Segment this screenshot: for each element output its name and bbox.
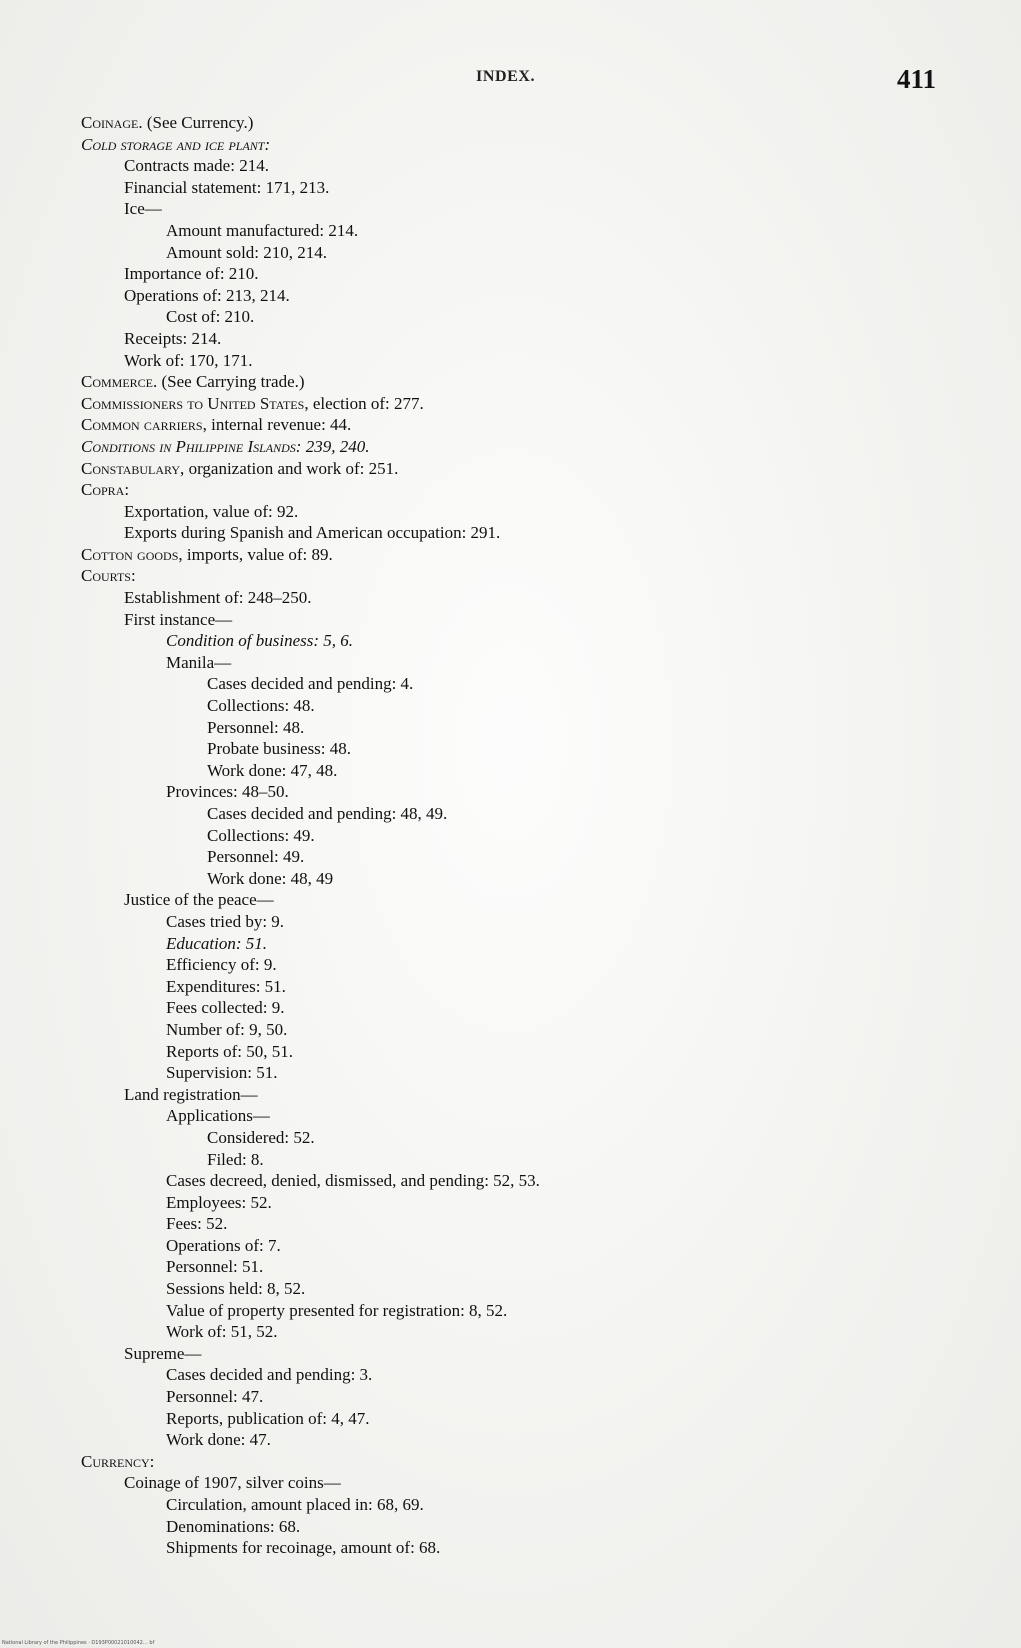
entry-text: Work done: 47, 48.: [207, 760, 338, 780]
index-entry: [0, 458, 1021, 480]
entry-text: Number of: 9, 50.: [166, 1019, 288, 1039]
index-subentry: [0, 846, 1021, 868]
entry-text: Personnel: 47.: [166, 1387, 264, 1407]
index-subentry: [0, 1429, 1021, 1451]
index-subentry: [0, 1278, 1021, 1300]
index-subentry: [0, 1472, 1021, 1494]
index-subentry: [0, 1170, 1021, 1192]
entry-text: Work of: 51, 52.: [166, 1322, 278, 1342]
entry-text: Work of: 170, 171.: [124, 350, 253, 370]
index-subentry: [0, 1192, 1021, 1214]
index-entry: [0, 414, 1021, 436]
index-subentry: [0, 501, 1021, 523]
entry-text: Cases decided and pending: 48, 49.: [207, 804, 448, 823]
entry-head: Courts:: [81, 566, 136, 586]
index-subentry: [0, 630, 1021, 652]
entry-text: Fees: 52.: [166, 1214, 228, 1234]
entry-text: Cases decreed, denied, dismissed, and pending: 52, 53.: [166, 1171, 540, 1191]
entry-text: Operations of: 213, 214.: [124, 285, 290, 305]
index-subentry: [0, 522, 1021, 544]
entry-text: Shipments for recoinage, amount of: 68.: [166, 1538, 441, 1558]
index-subentry: [0, 911, 1021, 933]
index-subentry: [0, 738, 1021, 760]
index-subentry: [0, 695, 1021, 717]
index-subentry: [0, 263, 1021, 285]
index-entry: [0, 393, 1021, 415]
entry-text: 239, 240.: [301, 436, 370, 456]
entry-text: Cases decided and pending: 3.: [166, 1365, 373, 1385]
entry-text: Work done: 47.: [166, 1430, 271, 1450]
entry-text: Provinces: 48–50.: [166, 782, 289, 802]
entry-head: Copra:: [81, 480, 130, 500]
index-subentry: [0, 1084, 1021, 1106]
entry-text: Contracts made: 214.: [124, 156, 269, 176]
index-subentry: [0, 350, 1021, 372]
entry-text: imports, value of: 89.: [182, 544, 333, 564]
index-subentry: [0, 328, 1021, 350]
entry-head: Constabulary,: [81, 458, 185, 478]
entry-text: internal revenue: 44.: [206, 415, 352, 435]
entry-text: Establishment of: 248–250.: [124, 588, 312, 608]
index-entry: [0, 1451, 1021, 1473]
entry-text: Cost of: 210.: [166, 307, 255, 327]
entry-text: Ice—: [124, 199, 162, 219]
index-entries: [0, 112, 1021, 1559]
index-subentry: [0, 1149, 1021, 1171]
entry-text: Education: 51.: [166, 933, 268, 953]
entry-text: Justice of the peace—: [124, 890, 274, 910]
entry-text: Personnel: 48.: [207, 717, 305, 737]
index-subentry: [0, 825, 1021, 847]
index-subentry: [0, 1213, 1021, 1235]
entry-text: Collections: 49.: [207, 825, 315, 845]
entry-text: (See Currency.): [142, 113, 254, 132]
entry-text: Value of property presented for registration: 8, 52.: [166, 1300, 508, 1320]
index-subentry: [0, 976, 1021, 998]
index-entry: [0, 479, 1021, 501]
entry-head: Currency:: [81, 1451, 155, 1471]
entry-text: (See Carrying trade.): [157, 372, 305, 392]
index-subentry: [0, 1364, 1021, 1386]
entry-text: Efficiency of: 9.: [166, 955, 277, 975]
entry-text: Importance of: 210.: [124, 264, 259, 284]
index-subentry: [0, 285, 1021, 307]
index-subentry: [0, 1494, 1021, 1516]
entry-head: Commissioners to United States,: [81, 393, 309, 413]
entry-text: Circulation, amount placed in: 68, 69.: [166, 1495, 424, 1514]
entry-head: Commerce.: [81, 372, 158, 392]
index-subentry: [0, 868, 1021, 890]
index-subentry: [0, 242, 1021, 264]
entry-text: Sessions held: 8, 52.: [166, 1279, 306, 1299]
entry-head: Cotton goods,: [81, 544, 183, 564]
entry-text: Amount sold: 210, 214.: [166, 242, 328, 262]
index-subentry: [0, 933, 1021, 955]
index-subentry: [0, 652, 1021, 674]
index-subentry: [0, 587, 1021, 609]
index-subentry: [0, 1516, 1021, 1538]
entry-text: Work done: 48, 49: [207, 868, 334, 888]
index-subentry: [0, 760, 1021, 782]
entry-text: Applications—: [166, 1106, 270, 1126]
entry-text: Personnel: 49.: [207, 847, 305, 867]
entry-head: Cold storage and ice plant:: [81, 134, 271, 154]
index-subentry: [0, 177, 1021, 199]
index-entry: [0, 436, 1021, 458]
index-entry: [0, 544, 1021, 566]
entry-text: Operations of: 7.: [166, 1235, 281, 1255]
index-subentry: [0, 889, 1021, 911]
index-subentry: [0, 803, 1021, 825]
index-subentry: [0, 1343, 1021, 1365]
entry-text: organization and work of: 251.: [184, 458, 399, 478]
entry-text: Considered: 52.: [207, 1127, 315, 1147]
entry-text: Supervision: 51.: [166, 1063, 278, 1083]
index-subentry: [0, 198, 1021, 220]
index-subentry: [0, 1062, 1021, 1084]
index-subentry: [0, 954, 1021, 976]
index-entry: [0, 112, 1021, 134]
entry-text: Manila—: [166, 652, 232, 672]
index-entry: [0, 134, 1021, 156]
entry-text: Amount manufactured: 214.: [166, 220, 359, 240]
index-subentry: [0, 1019, 1021, 1041]
entry-text: Financial statement: 171, 213.: [124, 177, 330, 197]
entry-head: Coinage.: [81, 113, 143, 132]
index-subentry: [0, 1105, 1021, 1127]
entry-text: Condition of business: 5, 6.: [166, 631, 354, 651]
index-subentry: [0, 781, 1021, 803]
entry-text: Denominations: 68.: [166, 1516, 301, 1536]
page-number: 411: [897, 64, 937, 94]
entry-text: Reports of: 50, 51.: [166, 1041, 294, 1061]
entry-text: Cases decided and pending: 4.: [207, 674, 414, 694]
index-subentry: [0, 155, 1021, 177]
entry-text: Filed: 8.: [207, 1149, 264, 1169]
entry-text: Cases tried by: 9.: [166, 911, 285, 931]
index-subentry: [0, 306, 1021, 328]
entry-text: Expenditures: 51.: [166, 976, 286, 996]
page-header: [0, 64, 1021, 104]
index-subentry: [0, 1321, 1021, 1343]
index-entry: [0, 371, 1021, 393]
entry-head: Conditions in Philippine Islands:: [81, 436, 302, 456]
index-entry: [0, 565, 1021, 587]
index-subentry: [0, 1235, 1021, 1257]
entry-text: Coinage of 1907, silver coins—: [124, 1473, 341, 1493]
index-subentry: [0, 1256, 1021, 1278]
index-subentry: [0, 1041, 1021, 1063]
entry-text: Exportation, value of: 92.: [124, 501, 299, 521]
entry-text: Exports during Spanish and American occupation: 291.: [124, 523, 501, 543]
entry-text: Collections: 48.: [207, 696, 315, 716]
entry-head: Common carriers,: [81, 415, 207, 435]
entry-text: Employees: 52.: [166, 1192, 272, 1212]
entry-text: Supreme—: [124, 1343, 202, 1363]
index-subentry: [0, 609, 1021, 631]
running-head: INDEX.: [476, 68, 536, 85]
index-subentry: [0, 1386, 1021, 1408]
entry-text: Personnel: 51.: [166, 1257, 264, 1277]
entry-text: Fees collected: 9.: [166, 998, 285, 1018]
index-subentry: [0, 717, 1021, 739]
entry-text: First instance—: [124, 609, 233, 629]
index-subentry: [0, 1537, 1021, 1559]
entry-text: Probate business: 48.: [207, 739, 352, 759]
index-subentry: [0, 997, 1021, 1019]
index-subentry: [0, 673, 1021, 695]
index-subentry: [0, 1300, 1021, 1322]
index-subentry: [0, 220, 1021, 242]
index-subentry: [0, 1408, 1021, 1430]
scan-credit: National Library of the Philippines · D193P00021010042… bf: [2, 1640, 155, 1646]
index-subentry: [0, 1127, 1021, 1149]
entry-text: Land registration—: [124, 1084, 258, 1104]
entry-text: Reports, publication of: 4, 47.: [166, 1408, 370, 1428]
entry-text: Receipts: 214.: [124, 328, 222, 348]
entry-text: election of: 277.: [308, 393, 424, 413]
